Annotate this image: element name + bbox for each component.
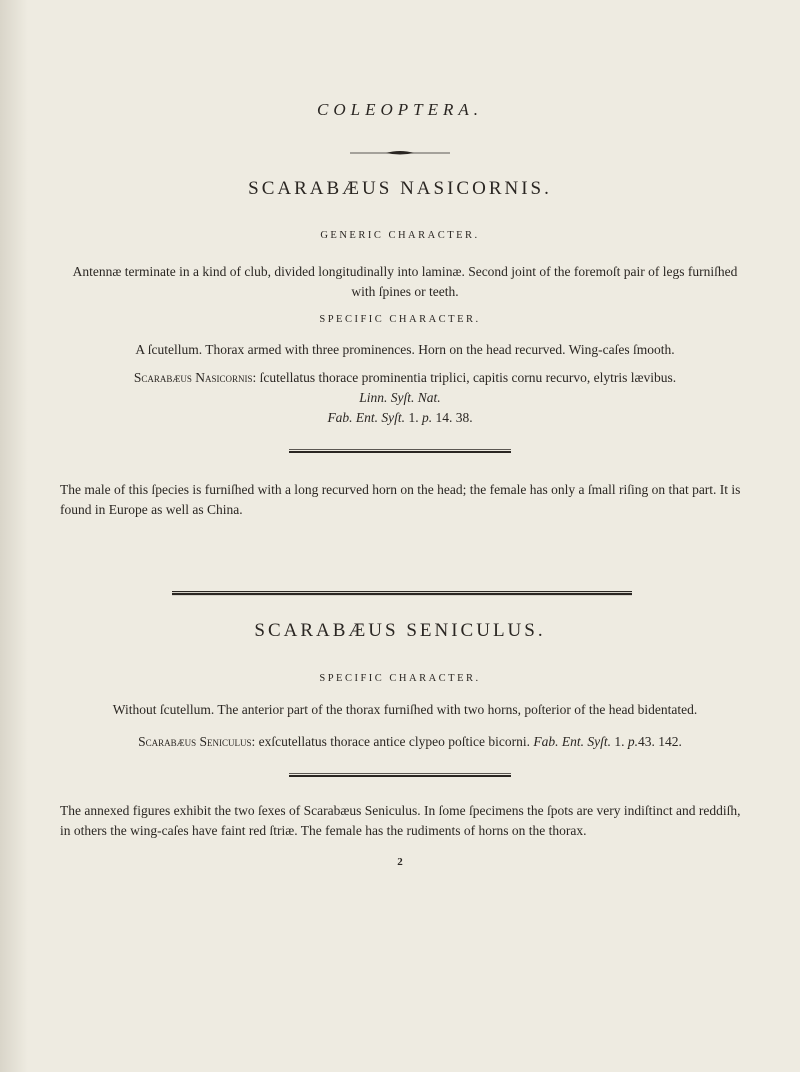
latin-text: : ſcutellatus thorace prominentia triplici, capitis cornu recurvo, elytris lævibus. xyxy=(252,370,677,385)
note-paragraph: The annexed figures exhibit the two ſexes of Scarabæus Seniculus. In ſome ſpecimens the ſpots are very indiſtinct and reddiſh, in others the wing-caſes have faint red ſtriæ. The female has the rudiments of horns on the thorax. xyxy=(60,803,741,838)
species-title-nasicornis: SCARABÆUS NASICORNIS. xyxy=(248,178,552,199)
specific-character-text: Without ſcutellum. The anterior part of the thorax furniſhed with two horns, poſterior of the head bidentated. xyxy=(112,702,698,717)
generic-character-heading: GENERIC CHARACTER. xyxy=(320,230,480,241)
reference-fabricius-p: p. xyxy=(421,410,433,425)
specific-character-text: A ſcutellum. Thorax armed with three prominences. Horn on the head recurved. Wing-caſes ſmooth. xyxy=(135,342,675,357)
latin-description xyxy=(60,368,750,388)
reference-fabricius-title: Fab. Ent. Syſt. xyxy=(533,734,612,749)
note-paragraph: The male of this ſpecies is furniſhed with a long recurved horn on the head; the female has only a ſmall riſing on that part. It is found in Europe as well as China. xyxy=(60,482,741,517)
reference-fabricius-title: Fab. Ent. Syſt. xyxy=(327,410,406,425)
reference-fabricius-p: p. xyxy=(627,734,639,749)
page-number: 2 xyxy=(397,856,403,868)
specific-character-heading: SPECIFIC CHARACTER. xyxy=(319,314,481,325)
latin-description xyxy=(60,732,760,752)
generic-character-text: Antennæ terminate in a kind of club, divided longitudinally into laminæ. Second joint of the foremoſt pair of legs furniſhed with ſpines or teeth. xyxy=(72,264,738,299)
ornament-dash xyxy=(350,149,450,157)
divider-rule xyxy=(289,448,511,454)
reference-linnaeus: Linn. Syſt. Nat. xyxy=(359,390,441,405)
reference-fabricius xyxy=(0,408,800,428)
reference-fabricius-volume: 1. xyxy=(614,734,625,749)
divider-rule xyxy=(289,772,511,778)
latin-name: Scarabæus Seniculus xyxy=(138,734,252,749)
latin-text: : exſcutellatus thorace antice clypeo poſtice bicorni. xyxy=(251,734,531,749)
species-title-seniculus: SCARABÆUS SENICULUS. xyxy=(254,620,546,641)
reference-fabricius-pages: 43. 142. xyxy=(638,734,682,749)
latin-name: Scarabæus Nasicornis xyxy=(133,370,253,385)
order-title: COLEOPTERA. xyxy=(317,100,483,119)
specific-character-heading: SPECIFIC CHARACTER. xyxy=(319,673,481,684)
page-edge-shadow xyxy=(0,0,28,1072)
section-divider xyxy=(172,590,632,596)
reference-fabricius-volume: 1. xyxy=(408,410,419,425)
reference-fabricius-pages: 14. 38. xyxy=(435,410,473,425)
